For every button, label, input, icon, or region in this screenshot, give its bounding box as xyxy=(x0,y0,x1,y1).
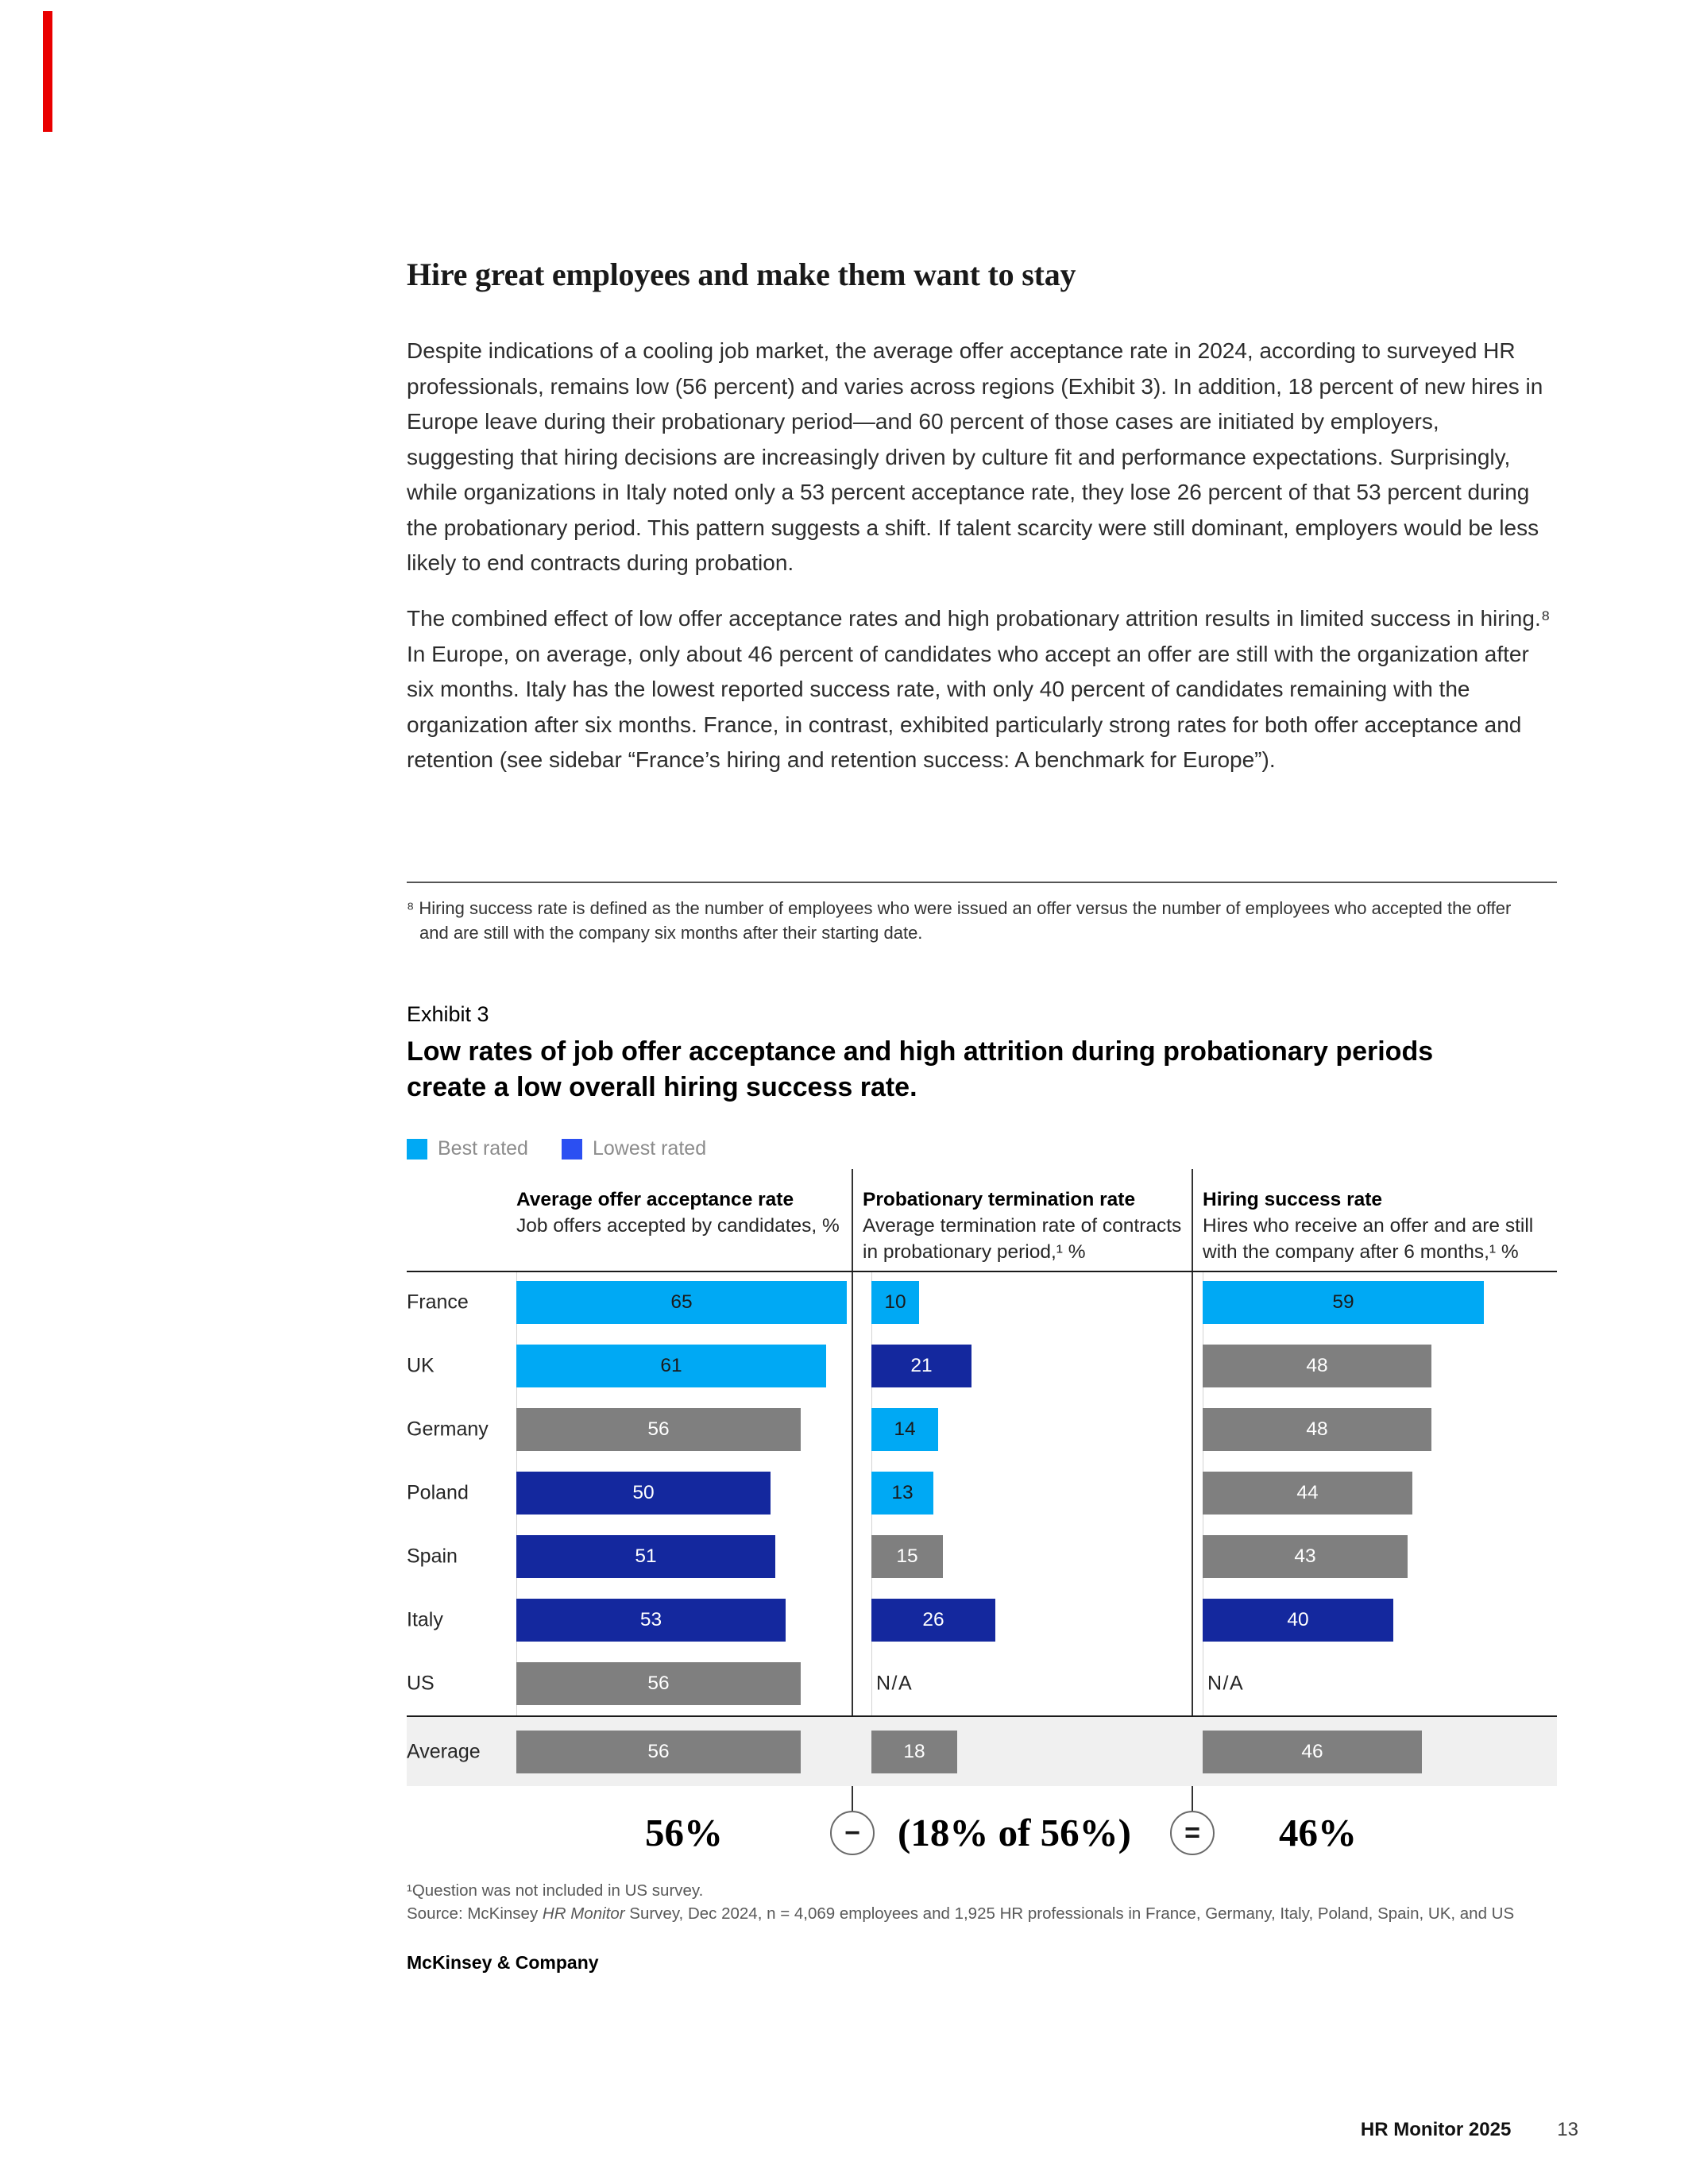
minus-operator-icon: − xyxy=(830,1811,875,1855)
bar-average-col1: 56 xyxy=(516,1731,801,1773)
row-label: Poland xyxy=(407,1481,469,1504)
exhibit-title: Low rates of job offer acceptance and high attrition during probationary periods create a low overall hiring success rate. xyxy=(407,1036,1434,1102)
exhibit-chart xyxy=(407,1183,1557,1882)
chart-footnote-1: ¹Question was not included in US survey. xyxy=(407,1881,704,1900)
section-heading: Hire great employees and make them want to stay xyxy=(407,257,1076,292)
body-paragraph-1: Despite indications of a cooling job market, the average offer acceptance rate in 2024, according to surveyed HR professionals, remains low (56 percent) and varies across regions (Exhibit 3). In addition, 18 percent of new hires in Europe leave during their probationary period—and 60 percent of those cases are initiated by employers, suggesting that hiring decisions are increasingly driven by culture fit and performance expectations. Surprisingly, while organizations in Italy noted only a 53 percent acceptance rate, they lose 26 percent of that 53 percent during the probationary period. This pattern suggests a shift. If talent scarcity were still dominant, employers would be less likely to end contracts during probation. xyxy=(407,338,1543,575)
bar-uk-col3: 48 xyxy=(1203,1345,1431,1387)
footnote-divider xyxy=(407,882,1557,883)
source-survey-name: HR Monitor xyxy=(542,1904,625,1923)
bar-average-col3: 46 xyxy=(1203,1731,1422,1773)
column-subtitle: Hires who receive an offer and are still with the company after 6 months,¹ % xyxy=(1203,1215,1534,1263)
column-subtitle: Average termination rate of contracts in probationary period,¹ % xyxy=(863,1215,1182,1263)
row-label: Average xyxy=(407,1740,481,1762)
bar-uk-col2: 21 xyxy=(871,1345,971,1387)
legend-label: Best rated xyxy=(438,1137,528,1160)
bar-italy-col2: 26 xyxy=(871,1599,995,1642)
bar-spain-col2: 15 xyxy=(871,1535,943,1578)
page-footer xyxy=(407,2119,1578,2141)
body-paragraph-2: The combined effect of low offer acceptance rates and high probationary attrition results in limited success in hiring.⁸ In Europe, on average, only about 46 percent of candidates who accept an offer are still with the organization after six months. Italy has the lowest reported success rate, with only 40 percent of candidates remaining with the organization after six months. France, in contrast, exhibited particularly strong rates for both offer acceptance and retention (see sidebar “France’s hiring and retention success: A benchmark for Europe”). xyxy=(407,606,1551,772)
column-title: Average offer acceptance rate xyxy=(516,1189,794,1210)
chart-row-spain xyxy=(407,1525,1557,1588)
article-footnote: ⁸ Hiring success rate is defined as the number of employees who were issued an offer versus the number of employees who accepted the offer and are still with the company six months after their starting date. xyxy=(407,898,1512,943)
column-header-success xyxy=(1203,1187,1557,1265)
chart-row-italy xyxy=(407,1588,1557,1652)
na-value: N/A xyxy=(1207,1672,1245,1695)
equals-operator-icon: = xyxy=(1170,1811,1215,1855)
lowest-rated-swatch xyxy=(562,1139,582,1160)
bar-france-col1: 65 xyxy=(516,1281,847,1324)
column-title: Probationary termination rate xyxy=(863,1189,1136,1210)
row-label: Italy xyxy=(407,1608,443,1631)
row-label: US xyxy=(407,1672,435,1695)
summary-termination: (18% of 56%) xyxy=(898,1811,1131,1854)
chart-row-average xyxy=(407,1717,1557,1786)
row-label: UK xyxy=(407,1354,435,1377)
page-number: 13 xyxy=(1557,2119,1578,2140)
bar-france-col2: 10 xyxy=(871,1281,919,1324)
exhibit-label: Exhibit 3 xyxy=(407,1002,489,1026)
bar-france-col3: 59 xyxy=(1203,1281,1484,1324)
na-value: N/A xyxy=(876,1672,914,1695)
chart-row-us xyxy=(407,1652,1557,1715)
legend-item-best-rated xyxy=(407,1137,528,1160)
bar-average-col2: 18 xyxy=(871,1731,957,1773)
chart-footnotes xyxy=(407,1879,1557,1925)
bar-germany-col1: 56 xyxy=(516,1408,801,1451)
chart-source: Source: McKinsey HR Monitor Survey, Dec 2024, n = 4,069 employees and 1,925 HR professionals in France, Germany, Italy, Poland, Spain, UK, and US xyxy=(407,1904,1515,1923)
bar-spain-col1: 51 xyxy=(516,1535,775,1578)
column-header-termination xyxy=(863,1187,1184,1265)
chart-row-germany xyxy=(407,1398,1557,1461)
chart-row-uk xyxy=(407,1334,1557,1398)
bar-poland-col3: 44 xyxy=(1203,1472,1412,1515)
row-label: Germany xyxy=(407,1418,489,1441)
footer-document-title: HR Monitor 2025 xyxy=(1360,2119,1512,2140)
summary-acceptance: 56% xyxy=(645,1811,723,1854)
legend-label: Lowest rated xyxy=(592,1137,707,1160)
chart-rows xyxy=(407,1271,1557,1715)
bar-italy-col3: 40 xyxy=(1203,1599,1393,1642)
column-subtitle: Job offers accepted by candidates, % xyxy=(516,1215,840,1237)
legend-item-lowest-rated xyxy=(562,1137,706,1160)
bar-spain-col3: 43 xyxy=(1203,1535,1408,1578)
summary-success: 46% xyxy=(1279,1811,1357,1854)
column-title: Hiring success rate xyxy=(1203,1189,1383,1210)
column-header-acceptance xyxy=(516,1187,840,1239)
bar-poland-col1: 50 xyxy=(516,1472,771,1515)
chart-row-poland xyxy=(407,1461,1557,1525)
row-label: France xyxy=(407,1291,469,1314)
brand-signature: McKinsey & Company xyxy=(407,1952,599,1973)
chart-legend xyxy=(407,1137,706,1160)
bar-germany-col2: 14 xyxy=(871,1408,938,1451)
average-row-host xyxy=(407,1717,1557,1786)
bar-uk-col1: 61 xyxy=(516,1345,826,1387)
page-edge-accent xyxy=(43,11,52,132)
bar-us-col1: 56 xyxy=(516,1662,801,1705)
chart-row-france xyxy=(407,1271,1557,1334)
best-rated-swatch xyxy=(407,1139,427,1160)
bar-poland-col2: 13 xyxy=(871,1472,933,1515)
row-label: Spain xyxy=(407,1545,458,1568)
bar-germany-col3: 48 xyxy=(1203,1408,1431,1451)
bar-italy-col1: 53 xyxy=(516,1599,786,1642)
